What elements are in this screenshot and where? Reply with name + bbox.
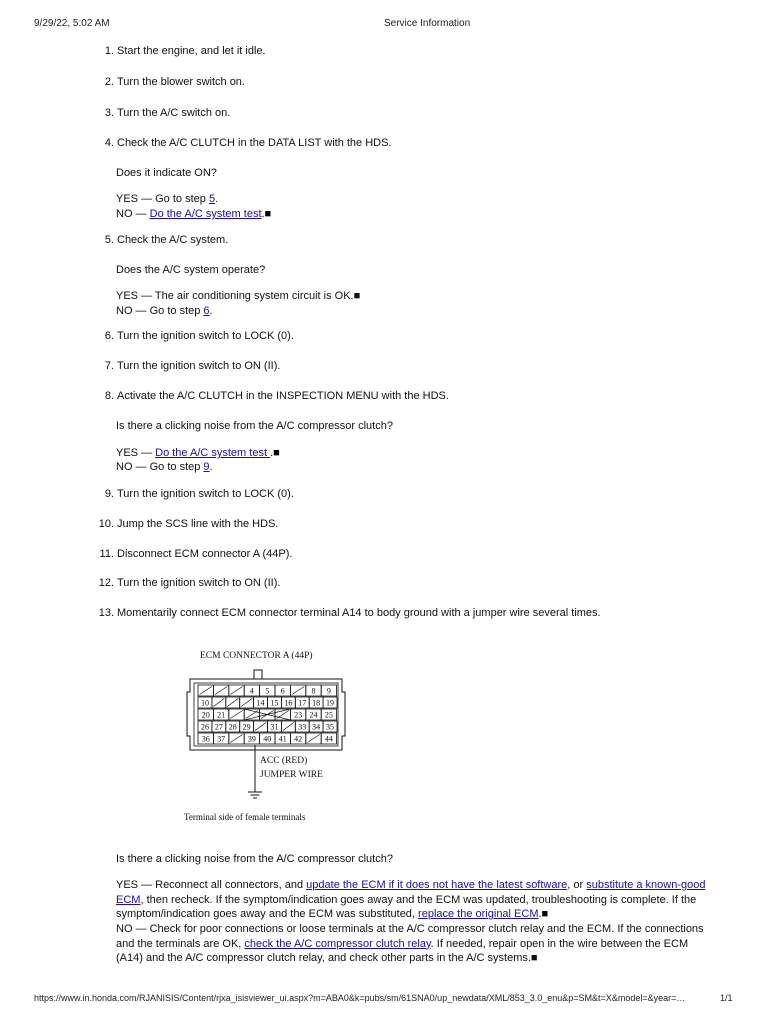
step-text: Turn the ignition switch to ON (II). [117, 360, 281, 372]
step-4 [94, 137, 734, 149]
connector-lock-tab [254, 670, 262, 679]
step-13-no [116, 922, 716, 966]
step-text: Activate the A/C CLUTCH in the INSPECTION MENU with the HDS. [117, 390, 449, 402]
step-number: 4. [104, 137, 114, 149]
step-text: Jump the SCS line with the HDS. [117, 518, 279, 530]
terminal-number: 23 [294, 710, 303, 720]
figure-caption: Terminal side of female terminals [184, 812, 306, 822]
terminal-number: 24 [309, 710, 318, 720]
terminal-number: 35 [326, 722, 335, 732]
step-4-question: Does it indicate ON? [116, 167, 217, 179]
terminal-number: 4 [249, 686, 254, 696]
no-text: NO — Go to step [116, 305, 204, 317]
step-5-no [116, 305, 213, 317]
step-number: 5. [104, 234, 114, 246]
figure-title: ECM CONNECTOR A (44P) [200, 651, 313, 661]
step-number: 3. [104, 107, 114, 119]
unused-terminal-mark [230, 735, 242, 743]
step-6 [94, 330, 734, 342]
update-ecm-link[interactable]: update the ECM if it does not have the latest software [306, 879, 568, 891]
step-number: 10. [98, 518, 114, 530]
terminal-number: 6 [280, 686, 285, 696]
terminal-number: 28 [228, 722, 237, 732]
step-number: 12. [98, 577, 114, 589]
unused-terminal-mark [292, 687, 304, 695]
terminal-number: 27 [214, 722, 223, 732]
terminal-number: 34 [312, 722, 321, 732]
print-datetime: 9/29/22, 5:02 AM [34, 18, 110, 29]
terminal-number: 16 [284, 698, 293, 708]
step-13-yes [116, 878, 716, 922]
replace-original-ecm-link[interactable]: replace the original ECM [418, 908, 539, 921]
unused-terminal-mark [213, 699, 224, 707]
step-5-question: Does the A/C system operate? [116, 264, 266, 276]
step-8 [94, 390, 734, 402]
step-13 [94, 607, 734, 619]
go-to-step-5-link[interactable]: 5 [208, 193, 216, 205]
step-3 [94, 107, 734, 119]
step-text: Turn the blower switch on. [117, 76, 245, 88]
wire-label-acc: ACC (RED) [260, 756, 308, 766]
step-8-question: Is there a clicking noise from the A/C compressor clutch? [116, 420, 393, 432]
yes-text: , then recheck. If the symptom/indication goes away and the ECM was updated, troubleshooting is complete. If the symptom/indication goes away and the ECM was substituted, [116, 893, 697, 921]
terminal-number: 20 [201, 710, 210, 720]
punctuation: . [209, 305, 213, 317]
step-1 [94, 45, 734, 57]
step-8-no [116, 461, 213, 473]
terminal-number: 14 [256, 698, 265, 708]
unused-terminal-mark [255, 723, 266, 731]
step-number: 7. [104, 360, 114, 372]
check-clutch-relay-link[interactable]: check the A/C compressor clutch relay [244, 937, 431, 950]
terminal-number: 42 [294, 734, 303, 744]
step-number: 8. [104, 390, 114, 402]
unused-terminal-mark [215, 687, 227, 695]
end-mark: .■ [261, 208, 272, 220]
step-2 [94, 76, 734, 88]
terminal-number: 8 [311, 686, 316, 696]
terminal-number: 10 [200, 698, 209, 708]
yes-text: , or [567, 879, 587, 891]
yes-text: YES — Go to step [116, 193, 209, 205]
terminal-number: 25 [324, 710, 333, 720]
wire-label-jumper: JUMPER WIRE [260, 770, 323, 780]
step-13-question: Is there a clicking noise from the A/C compressor clutch? [116, 853, 393, 865]
substitute-ecm-link[interactable]: substitute a known-good ECM [116, 879, 706, 906]
unused-terminal-mark [227, 699, 238, 707]
step-5 [94, 234, 734, 246]
step-10 [94, 518, 734, 530]
terminal-number: 17 [298, 698, 307, 708]
ac-system-test-link[interactable]: Do the A/C system test [149, 208, 262, 220]
step-number: 11. [99, 548, 114, 560]
terminal-grid [198, 685, 337, 744]
punctuation: . [209, 461, 213, 473]
terminal-number: 18 [312, 698, 321, 708]
no-text: . If needed, repair open in the wire between the ECM (A14) and the A/C compressor clutch relay, and check other parts in the A/C systems.■ [116, 937, 689, 965]
step-8-yes [116, 447, 280, 459]
terminal-number: 15 [270, 698, 279, 708]
step-text: Check the A/C CLUTCH in the DATA LIST with the HDS. [117, 137, 392, 149]
terminal-number: 44 [324, 734, 333, 744]
terminal-number: 5 [265, 686, 270, 696]
step-text: Turn the ignition switch to ON (II). [117, 577, 281, 589]
go-to-step-6-link[interactable]: 6 [203, 305, 210, 317]
unused-terminal-mark [230, 687, 242, 695]
page-url: https://www.in.honda.com/RJANISIS/Content/rjxa_isisviewer_ui.aspx?m=ABA0&k=pubs/sm/61SNA0/up_newdata/XML/853_3.0_enu&p=SM&t=X&model=&year=… [34, 993, 686, 1003]
step-9 [94, 488, 734, 500]
step-5-yes: YES — The air conditioning system circuit is OK.■ [116, 290, 361, 302]
punctuation: . [215, 193, 219, 205]
terminal-number: 19 [326, 698, 335, 708]
step-text: Start the engine, and let it idle. [117, 45, 266, 57]
no-text: NO — [116, 208, 150, 220]
step-text: Turn the A/C switch on. [117, 107, 231, 119]
unused-terminal-mark [283, 723, 294, 731]
step-number: 9. [104, 488, 114, 500]
no-text: NO — Go to step [116, 461, 204, 473]
step-4-no [116, 208, 271, 220]
step-number: 6. [104, 330, 114, 342]
unused-terminal-mark [200, 687, 212, 695]
ecm-connector-diagram [116, 634, 356, 834]
step-4-yes [116, 193, 218, 205]
end-mark: .■ [270, 447, 280, 459]
terminal-number: 36 [201, 734, 210, 744]
terminal-number: 39 [247, 734, 256, 744]
yes-text: YES — Reconnect all connectors, and [116, 879, 307, 891]
no-text: NO — Check for poor connections or loose terminals at the A/C compressor clutch relay and the ECM. If the connections and the terminals are OK, [116, 923, 704, 950]
ac-system-test-link[interactable]: Do the A/C system test [155, 447, 271, 459]
page-number: 1/1 [720, 993, 733, 1003]
terminal-number: 21 [217, 710, 226, 720]
yes-text: YES — [116, 447, 156, 459]
go-to-step-9-link[interactable]: 9 [203, 461, 210, 473]
unused-terminal-mark [241, 699, 252, 707]
step-12 [94, 577, 734, 589]
unused-terminal-mark [307, 735, 319, 743]
step-text: Turn the ignition switch to LOCK (0). [117, 488, 294, 500]
step-7 [94, 360, 734, 372]
terminal-number: 40 [263, 734, 272, 744]
step-text: Momentarily connect ECM connector terminal A14 to body ground with a jumper wire several times. [117, 607, 601, 619]
step-number: 2. [104, 76, 114, 88]
terminal-number: 9 [326, 686, 331, 696]
terminal-number: 33 [298, 722, 307, 732]
step-number: 1. [104, 45, 114, 57]
page-title: Service Information [384, 18, 471, 29]
terminal-number: 41 [278, 734, 287, 744]
step-text: Turn the ignition switch to LOCK (0). [117, 330, 294, 342]
step-text: Disconnect ECM connector A (44P). [117, 548, 293, 560]
end-mark: .■ [538, 908, 549, 921]
step-number: 13. [98, 607, 114, 619]
terminal-number: 31 [270, 722, 279, 732]
ecm-connector-figure [116, 634, 356, 834]
step-text: Check the A/C system. [117, 234, 229, 246]
unused-terminal-mark [230, 711, 242, 719]
step-11 [94, 548, 734, 560]
terminal-number: 37 [217, 734, 226, 744]
terminal-number: 29 [242, 722, 251, 732]
terminal-number: 26 [200, 722, 209, 732]
